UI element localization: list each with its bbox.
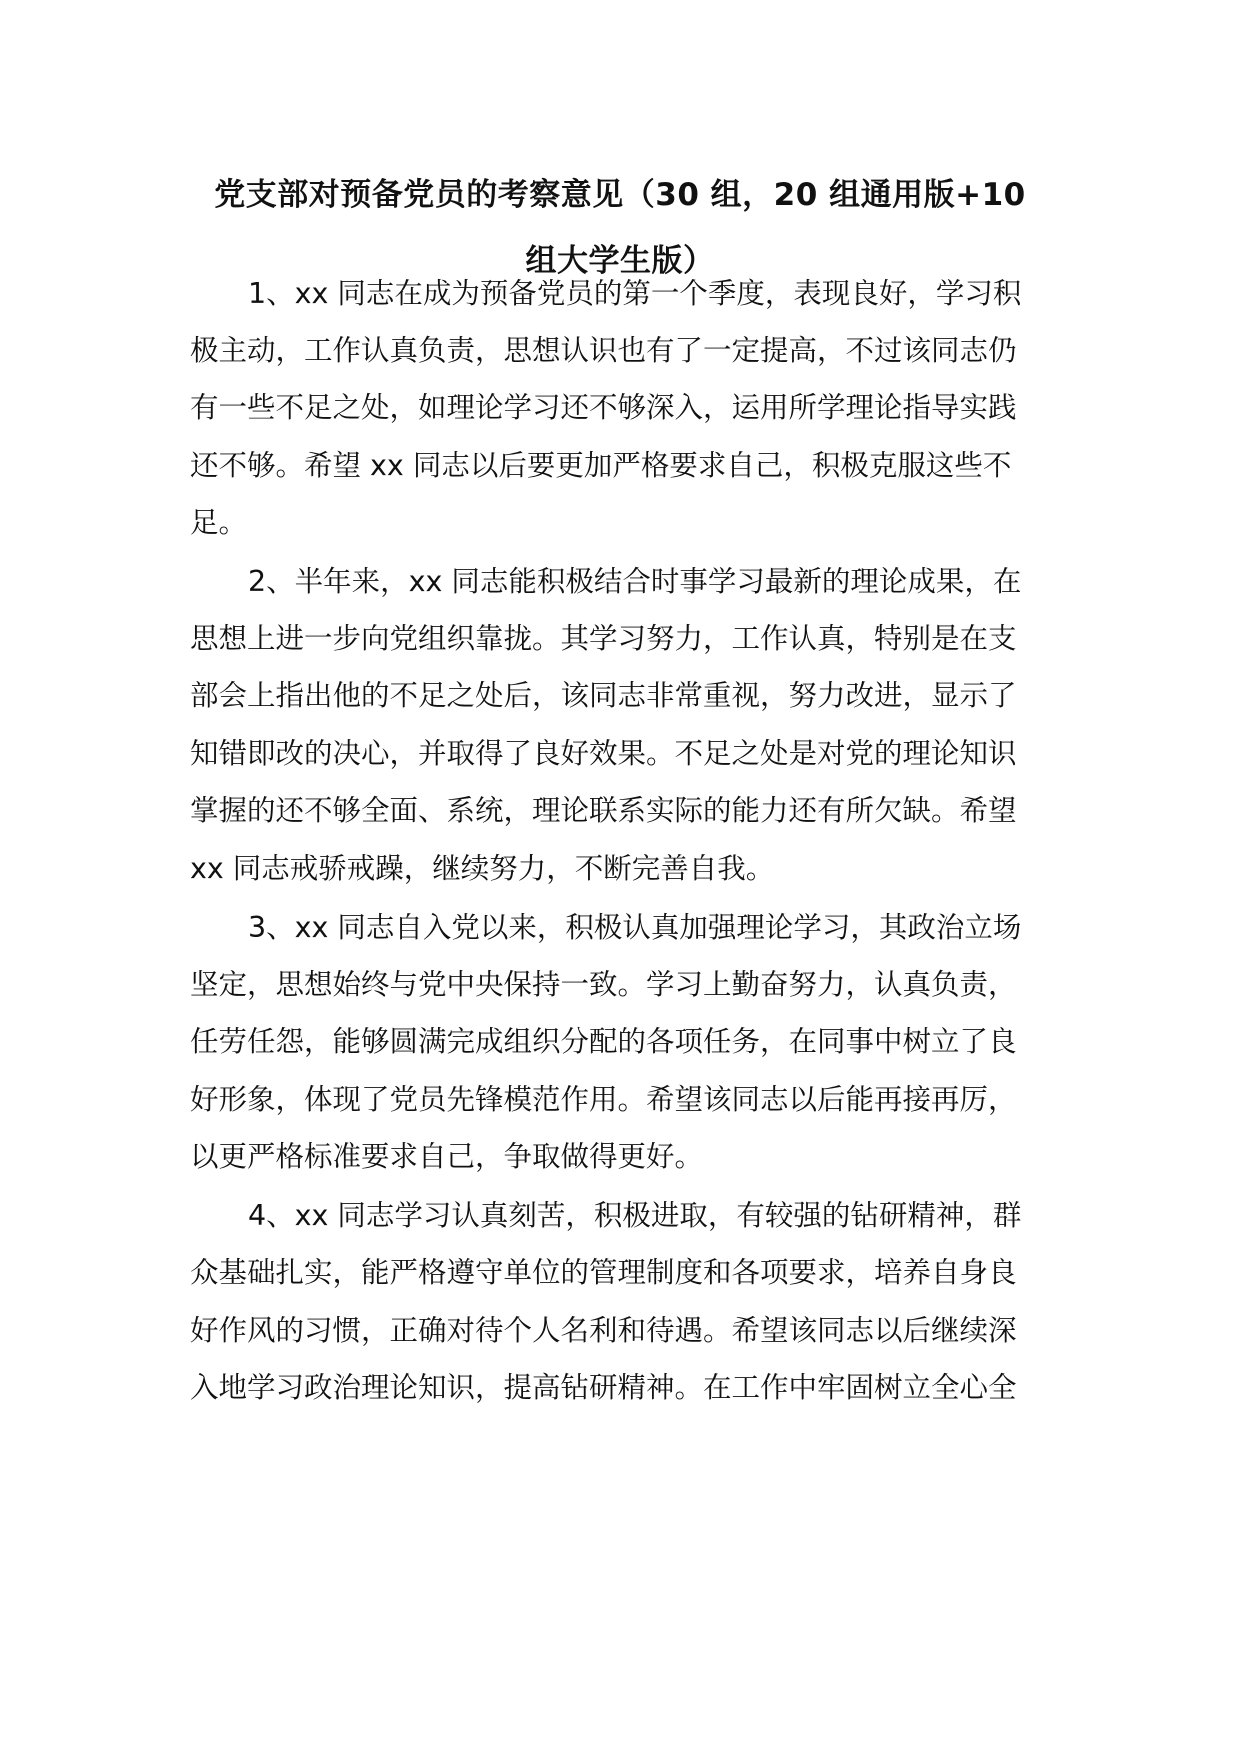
paragraph-4-line-2: 众基础扎实，能严格遵守单位的管理制度和各项要求，培养自身良 bbox=[190, 1256, 1017, 1289]
document-title-line-1: 党支部对预备党员的考察意见（30 组，20 组通用版+10 bbox=[214, 177, 1026, 213]
paragraph-2-line-3: 部会上指出他的不足之处后，该同志非常重视，努力改进，显示了 bbox=[190, 679, 1017, 712]
paragraph-1-line-3: 有一些不足之处，如理论学习还不够深入，运用所学理论指导实践 bbox=[190, 391, 1017, 424]
document-title-line-2: 组大学生版） bbox=[525, 243, 715, 279]
paragraph-1-line-2: 极主动，工作认真负责，思想认识也有了一定提高，不过该同志仍 bbox=[190, 334, 1017, 367]
paragraph-3-line-1: 3、xx 同志自入党以来，积极认真加强理论学习，其政治立场 bbox=[248, 911, 1022, 944]
paragraph-2-line-1: 2、半年来，xx 同志能积极结合时事学习最新的理论成果，在 bbox=[248, 565, 1022, 598]
paragraph-2-line-4: 知错即改的决心，并取得了良好效果。不足之处是对党的理论知识 bbox=[190, 737, 1017, 770]
paragraph-2-line-6: xx 同志戒骄戒躁，继续努力，不断完善自我。 bbox=[190, 852, 775, 885]
paragraph-1-line-5: 足。 bbox=[190, 506, 248, 539]
paragraph-3-line-5: 以更严格标准要求自己，争取做得更好。 bbox=[190, 1140, 704, 1173]
paragraph-2-line-5: 掌握的还不够全面、系统，理论联系实际的能力还有所欠缺。希望 bbox=[190, 794, 1017, 827]
paragraph-2-line-2: 思想上进一步向党组织靠拢。其学习努力，工作认真，特别是在支 bbox=[190, 622, 1017, 655]
paragraph-4-line-1: 4、xx 同志学习认真刻苦，积极进取，有较强的钻研精神，群 bbox=[248, 1199, 1022, 1232]
paragraph-3-line-3: 任劳任怨，能够圆满完成组织分配的各项任务，在同事中树立了良 bbox=[190, 1025, 1017, 1058]
paragraph-1-line-1: 1、xx 同志在成为预备党员的第一个季度，表现良好，学习积 bbox=[248, 277, 1022, 310]
paragraph-3-line-2: 坚定，思想始终与党中央保持一致。学习上勤奋努力，认真负责， bbox=[190, 968, 1017, 1001]
paragraph-4-line-3: 好作风的习惯，正确对待个人名利和待遇。希望该同志以后继续深 bbox=[190, 1314, 1017, 1347]
paragraph-3-line-4: 好形象，体现了党员先锋模范作用。希望该同志以后能再接再厉， bbox=[190, 1083, 1017, 1116]
paragraph-4-line-4: 入地学习政治理论知识，提高钻研精神。在工作中牢固树立全心全 bbox=[190, 1371, 1017, 1404]
paragraph-1-line-4: 还不够。希望 xx 同志以后要更加严格要求自己，积极克服这些不 bbox=[190, 449, 1012, 482]
